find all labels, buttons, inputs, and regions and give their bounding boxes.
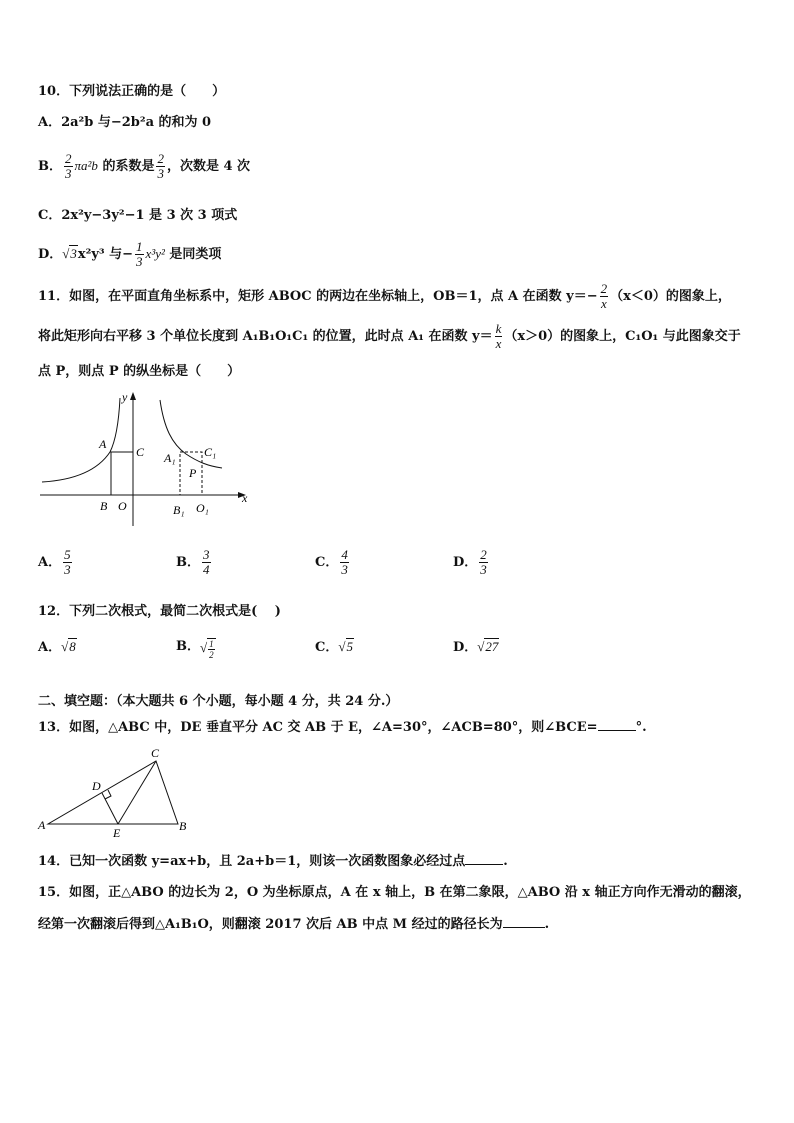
answer-blank [465, 852, 503, 865]
fraction: $\frac{4}{3}$ [341, 547, 348, 577]
q12-option-a: A．√8 [38, 639, 76, 655]
q12-option-b: B．√ $\frac{1}{2}$ [176, 639, 214, 660]
answer-blank [598, 718, 636, 731]
radical: √5 [338, 639, 353, 654]
q10-stem: 10．下列说法正确的是（ ） [38, 84, 226, 99]
label-c: C [136, 445, 145, 459]
label-a: A [99, 437, 107, 451]
radical: √27 [477, 639, 499, 654]
q10-option-b: B． $\frac{2}{3}$ πa²b 的系数是 $\frac{2}{3}$ ，次数是 4 次 [38, 151, 251, 181]
fraction: $\frac{3}{4}$ [203, 547, 210, 577]
q11-option-c: C． $\frac{4}{3}$ [315, 547, 348, 577]
label-d: D [92, 779, 101, 793]
q13-figure [36, 745, 206, 837]
fraction: $\frac{1}{3}$ [136, 239, 143, 269]
q15-line2: 经第一次翻滚后得到△A₁B₁O，则翻滚 2017 次后 AB 中点 M 经过的路径长为 . [38, 917, 550, 932]
label-a1: A₁ [164, 451, 176, 465]
q12-stem: 12．下列二次根式，最简二次根式是( ) [38, 604, 281, 619]
q10-option-c: C．2x²y−3y²−1 是 3 次 3 项式 [38, 208, 238, 223]
segment-de [102, 793, 118, 824]
label-x: x [242, 491, 248, 505]
right-angle-mark [105, 790, 111, 799]
fraction: $\frac{2}{3}$ [157, 151, 164, 181]
radical: √3 [62, 246, 77, 261]
label-b: B [179, 819, 187, 833]
q15-line1: 15．如图，正△ABO 的边长为 2，O 为坐标原点，A 在 x 轴上，B 在第二象限，△ABO 沿 x 轴正方向作无滑动的翻滚， [38, 885, 751, 900]
rectangle-aboc [111, 452, 133, 495]
label-p: P [189, 466, 197, 480]
fraction: $\frac{k}{x}$ [495, 321, 502, 351]
q11-option-b: B． $\frac{3}{4}$ [176, 547, 210, 577]
label-b1: B₁ [173, 503, 185, 517]
label-c1: C₁ [204, 445, 217, 459]
label-e: E [113, 826, 121, 837]
q11-line2: 将此矩形向右平移 3 个单位长度到 A₁B₁O₁C₁ 的位置，此时点 A₁ 在函数 y＝ $\frac{k}{x}$ （x＞0）的图象上，C₁O₁ 与此图象交于 [38, 321, 741, 351]
fraction: $\frac{2}{3}$ [480, 547, 487, 577]
label-y: y [122, 390, 128, 404]
q11-line1: 11．如图，在平面直角坐标系中，矩形 ABOC 的两边在坐标轴上，OB＝1，点 A 在函数 y＝− $\frac{2}{x}$ （x＜0）的图象上， [38, 281, 731, 311]
q12-option-d: D．√27 [453, 639, 499, 655]
answer-blank [503, 915, 545, 928]
label-c: C [151, 746, 160, 760]
hyperbola-left [42, 398, 120, 482]
radical: √8 [61, 639, 76, 654]
label-o1: O₁ [196, 501, 209, 515]
q11-line3: 点 P，则点 P 的纵坐标是（ ） [38, 364, 241, 379]
y-axis-arrow [130, 392, 136, 400]
fraction: $\frac{5}{3}$ [64, 547, 71, 577]
q11-option-d: D． $\frac{2}{3}$ [453, 547, 487, 577]
q10-option-d: D．√3x²y³ 与− $\frac{1}{3}$ x³y² 是同类项 [38, 239, 222, 269]
fraction: $\frac{2}{3}$ [65, 151, 72, 181]
fraction: $\frac{1}{2}$ [209, 639, 214, 660]
fraction: $\frac{2}{x}$ [600, 281, 608, 311]
segment-ce [118, 761, 156, 824]
section-heading: 二、填空题：（本大题共 6 个小题，每小题 4 分，共 24 分.） [38, 694, 399, 709]
q11-figure [36, 388, 256, 528]
q11-option-a: A． $\frac{5}{3}$ [38, 547, 71, 577]
q14-stem: 14．已知一次函数 y=ax+b，且 2a+b＝1，则该一次函数图象必经过点 . [38, 854, 508, 869]
label-a: A [38, 818, 46, 832]
radical: √ $\frac{1}{2}$ [200, 639, 214, 660]
q12-option-c: C．√5 [315, 639, 353, 655]
q10-option-a: A．2a²b 与−2b²a 的和为 0 [38, 115, 212, 130]
label-b: B [100, 499, 108, 513]
label-o: O [118, 499, 127, 513]
q13-stem: 13．如图，△ABC 中，DE 垂直平分 AC 交 AB 于 E，∠A=30°，∠ACB=80°，则∠BCE= °. [38, 720, 647, 735]
